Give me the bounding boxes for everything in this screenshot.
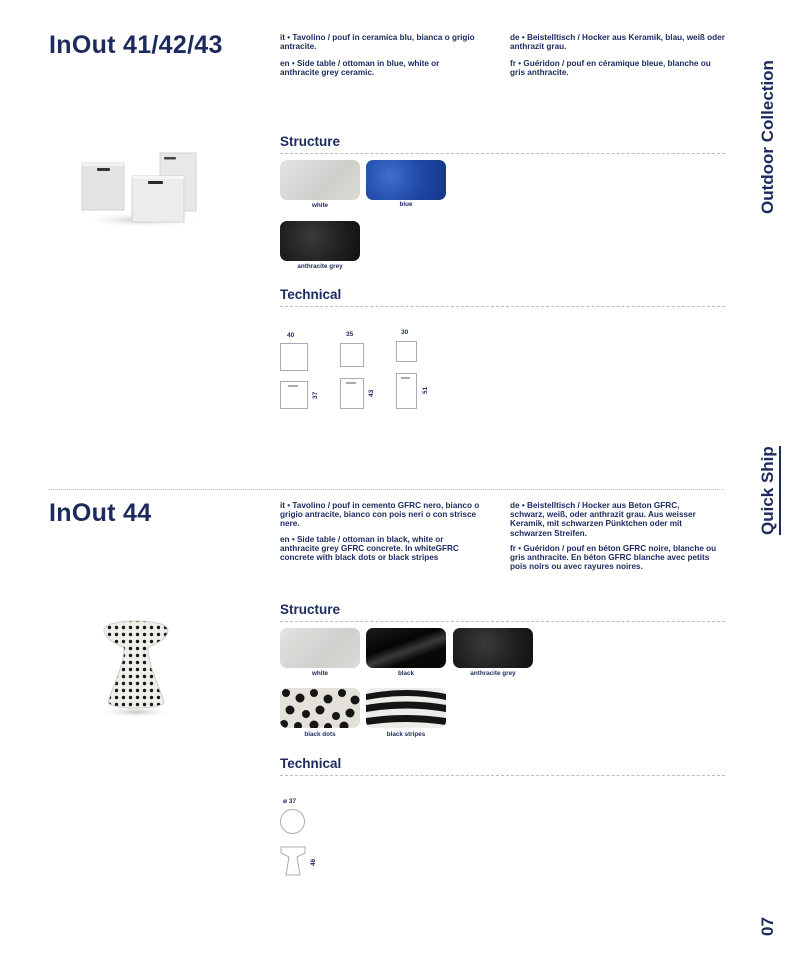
- collection-label: Outdoor Collection: [758, 60, 777, 214]
- technical-heading: Technical: [280, 756, 725, 776]
- structure-heading: Structure: [280, 602, 725, 622]
- quick-ship-label: Quick Ship: [758, 446, 781, 535]
- dim-height: 43: [368, 389, 375, 397]
- swatch-label: anthracite grey: [470, 670, 516, 677]
- desc-fr: fr • Guéridon / pouf en béton GFRC noire, blanche ou gris anthracite. En béton GFRC blanche avec petits pois noirs ou avec rayures noires.: [510, 544, 717, 572]
- swatch-label: white: [311, 670, 329, 677]
- swatch-label: black stripes: [386, 731, 426, 738]
- top-view-outline: [280, 809, 305, 834]
- dim-width: 30: [401, 329, 409, 336]
- desc-de: de • Beistelltisch / Hocker aus Beton GFRC, schwarz, weiß, oder anthrazit grau. Aus weisser Keramik, mit schwarzen Pünktchen oder mit schwarzen Streifen.: [510, 501, 696, 538]
- top-view-outline: [396, 341, 417, 362]
- swatch-black-stripes: [366, 688, 446, 728]
- page-number: 07: [758, 917, 777, 936]
- dim-height: 51: [422, 386, 429, 394]
- technical-heading: Technical: [280, 287, 725, 307]
- swatch-anthracite-grey: [453, 628, 533, 668]
- top-view-outline: [340, 343, 364, 367]
- desc-en: en • Side table / ottoman in black, white or anthracite grey GFRC concrete. In whiteGFRC concrete with black dots or black stripes: [280, 535, 459, 563]
- side-view-outline: [279, 845, 307, 877]
- swatch-white: [280, 628, 360, 668]
- swatch-black: [366, 628, 446, 668]
- handle-slot: [346, 382, 356, 384]
- structure-heading: Structure: [280, 134, 725, 154]
- section-divider: [49, 489, 724, 490]
- desc-it: it • Tavolino / pouf in ceramica blu, bianca o grigio antracite.: [280, 33, 475, 52]
- dim-width: 40: [287, 332, 295, 339]
- product-title: InOut 44: [49, 499, 152, 527]
- product-photo: [92, 610, 180, 722]
- swatch-black-dots: [280, 688, 360, 728]
- product-title: InOut 41/42/43: [49, 31, 223, 59]
- dim-width: 35: [346, 331, 354, 338]
- swatch-label: black: [397, 670, 415, 677]
- handle-slot: [288, 385, 298, 387]
- desc-de: de • Beistelltisch / Hocker aus Keramik, blau, weiß oder anthrazit grau.: [510, 33, 725, 52]
- dim-height: 37: [312, 391, 319, 399]
- handle-slot: [401, 377, 410, 379]
- swatch-label: black dots: [304, 731, 336, 738]
- swatch-label: white: [311, 202, 329, 209]
- desc-it: it • Tavolino / pouf in cemento GFRC nero, bianco o grigio antracite, bianco con pois neri o con strisce nere.: [280, 501, 480, 529]
- swatch-blue: [366, 160, 446, 200]
- dim-height: 46: [310, 858, 317, 866]
- swatch-white: [280, 160, 360, 200]
- desc-fr: fr • Guéridon / pouf en céramique bleue, blanche ou gris anthracite.: [510, 59, 711, 78]
- swatch-anthracite-grey: [280, 221, 360, 261]
- dim-diameter: ø 37: [283, 798, 297, 805]
- swatch-label: blue: [399, 201, 413, 208]
- product-photo: [72, 148, 207, 230]
- swatch-label: anthracite grey: [297, 263, 343, 270]
- desc-en: en • Side table / ottoman in blue, white or anthracite grey ceramic.: [280, 59, 440, 78]
- top-view-outline: [280, 343, 308, 371]
